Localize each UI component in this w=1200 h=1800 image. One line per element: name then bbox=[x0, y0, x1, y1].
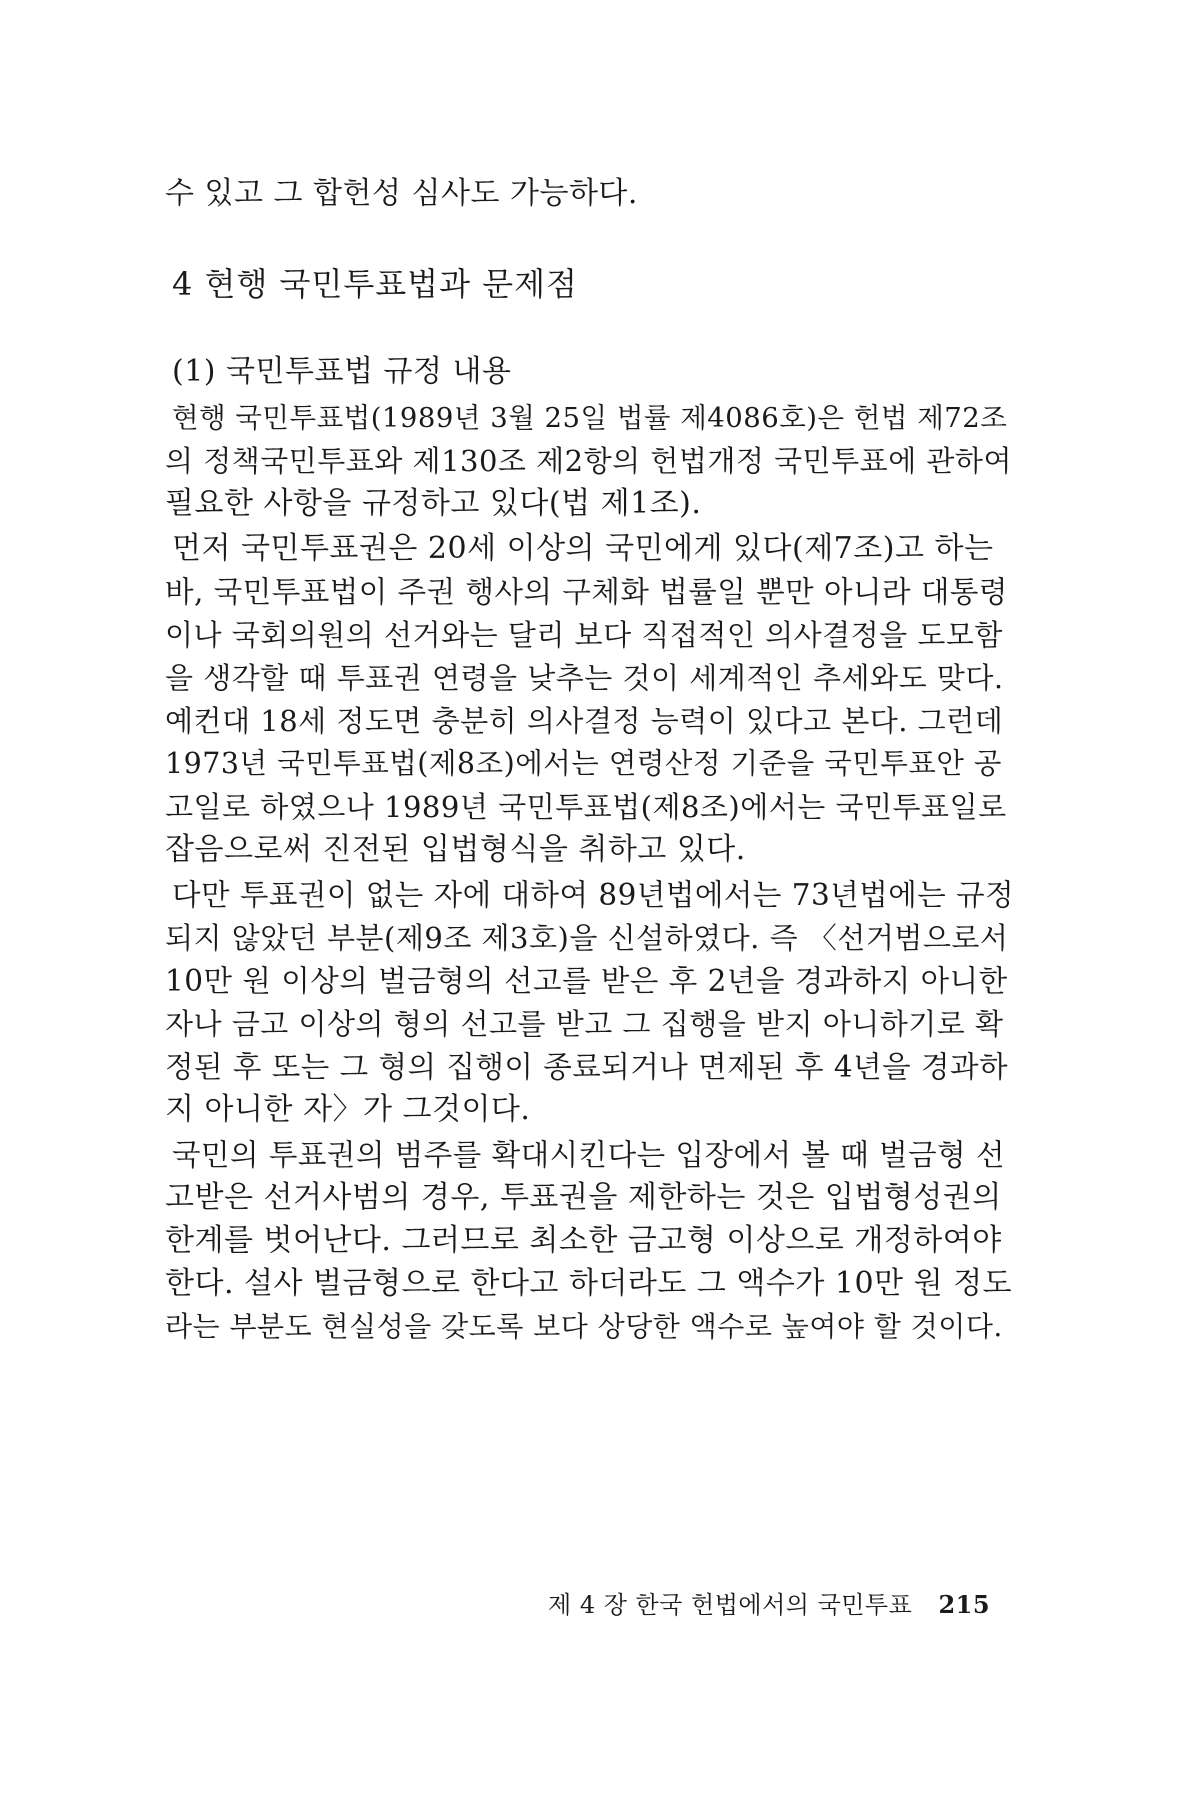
paragraph-3-line-2: 되지 않았던 부분(제9조 제3호)을 신설하였다. 즉 〈선거범으로서 bbox=[165, 921, 1009, 955]
paragraph-1-line-1: 현행 국민투표법(1989년 3월 25일 법률 제4086호)은 헌법 제72조 bbox=[172, 402, 1008, 434]
paragraph-4-line-4: 한다. 설사 벌금형으로 한다고 하더라도 그 액수가 10만 원 정도 bbox=[165, 1266, 1013, 1301]
paragraph-2-line-4: 을 생각할 때 투표권 연령을 낮추는 것이 세계적인 추세와도 맞다. bbox=[165, 661, 1004, 695]
paragraph-3-line-5: 정된 후 또는 그 형의 집행이 종료되거나 면제된 후 4년을 경과하 bbox=[165, 1050, 1008, 1084]
paragraph-1-line-2: 의 정책국민투표와 제130조 제2항의 헌법개정 국민투표에 관하여 bbox=[165, 444, 1012, 478]
paragraph-2-line-5: 예컨대 18세 정도면 충분히 의사결정 능력이 있다고 본다. 그런데 bbox=[165, 704, 1004, 738]
paragraph-2-line-2: 바, 국민투표법이 주권 행사의 구체화 법률일 뿐만 아니라 대통령 bbox=[165, 575, 1008, 609]
paragraph-4-line-3: 한계를 벗어난다. 그러므로 최소한 금고형 이상으로 개정하여야 bbox=[165, 1223, 1002, 1258]
paragraph-3-line-3: 10만 원 이상의 벌금형의 선고를 받은 후 2년을 경과하지 아니한 bbox=[165, 964, 1008, 998]
running-head: 제 4 장 한국 헌법에서의 국민투표 bbox=[548, 1591, 913, 1619]
continuation-line: 수 있고 그 합헌성 심사도 가능하다. bbox=[165, 176, 638, 211]
paragraph-2-line-3: 이나 국회의원의 선거와는 달리 보다 직접적인 의사결정을 도모함 bbox=[165, 618, 1003, 652]
section-heading: 4 현행 국민투표법과 문제점 bbox=[172, 265, 578, 303]
subsection-heading: (1) 국민투표법 규정 내용 bbox=[172, 354, 512, 389]
paragraph-4-line-2: 고받은 선거사범의 경우, 투표권을 제한하는 것은 입법형성권의 bbox=[165, 1180, 1002, 1215]
paragraph-3-line-4: 자나 금고 이상의 형의 선고를 받고 그 집행을 받지 아니하기로 확 bbox=[165, 1007, 1004, 1041]
paragraph-3-line-1: 다만 투표권이 없는 자에 대하여 89년법에서는 73년법에는 규정 bbox=[172, 878, 1015, 912]
paragraph-2-line-7: 고일로 하였으나 1989년 국민투표법(제8조)에서는 국민투표일로 bbox=[165, 790, 1007, 824]
paragraph-2-line-1: 먼저 국민투표권은 20세 이상의 국민에게 있다(제7조)고 하는 bbox=[172, 531, 994, 566]
page-footer bbox=[548, 1588, 990, 1622]
paragraph-2-line-8: 잡음으로써 진전된 입법형식을 취하고 있다. bbox=[165, 832, 746, 867]
paragraph-4-line-5: 라는 부분도 현실성을 갖도록 보다 상당한 액수로 높여야 할 것이다. bbox=[165, 1310, 1003, 1343]
paragraph-2-line-6: 1973년 국민투표법(제8조)에서는 연령산정 기준을 국민투표안 공 bbox=[165, 747, 1002, 780]
paragraph-4-line-1: 국민의 투표권의 범주를 확대시킨다는 입장에서 볼 때 벌금형 선 bbox=[172, 1138, 1005, 1172]
paragraph-1-line-3: 필요한 사항을 규정하고 있다(법 제1조). bbox=[165, 486, 702, 521]
paragraph-3-line-6: 지 아니한 자〉가 그것이다. bbox=[165, 1092, 531, 1127]
page-number: 215 bbox=[938, 1590, 991, 1619]
